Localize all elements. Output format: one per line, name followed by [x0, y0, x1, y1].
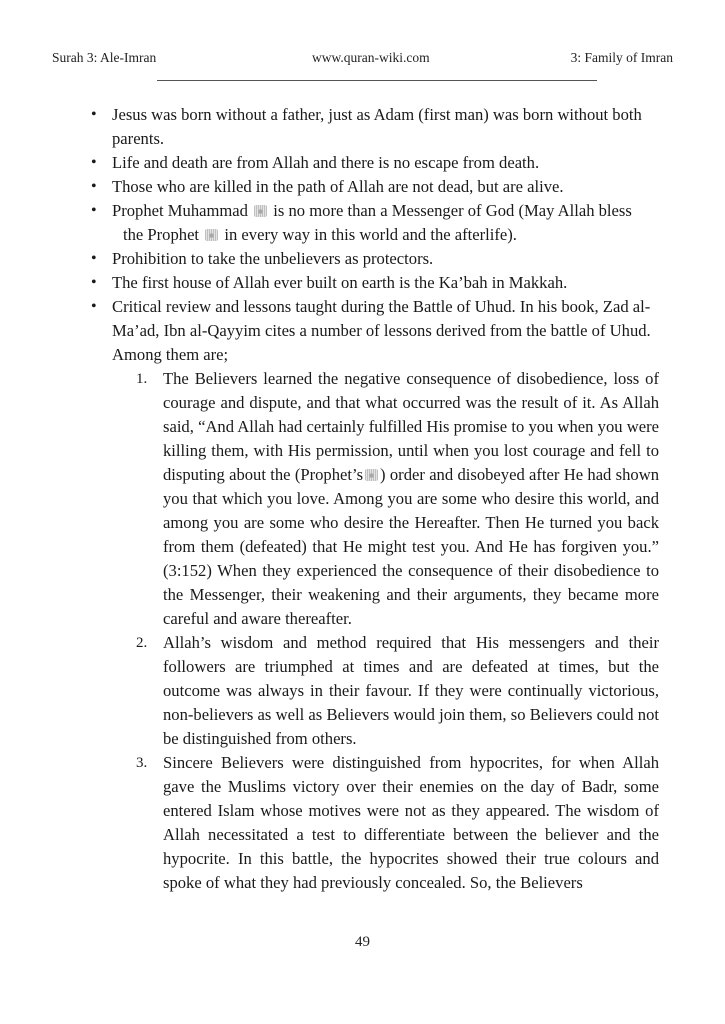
- salawat-ligature-icon: [254, 205, 267, 217]
- page-number: 49: [355, 934, 370, 950]
- bullet-text: The first house of Allah ever built on earth is the Ka’bah in Makkah.: [112, 273, 568, 292]
- bullet-dot: •: [91, 106, 97, 123]
- bullet-item: [0, 271, 660, 295]
- bullet-text-part: is no more than a Messenger of God (May Allah bless: [273, 201, 632, 220]
- header-divider: [157, 80, 597, 81]
- bullet-text: Jesus was born without a father, just as Adam (first man) was born without both parents.: [112, 105, 642, 148]
- bullet-text: Prohibition to take the unbelievers as protectors.: [112, 249, 434, 268]
- lesson-text-part: ) order and disobeyed after He had shown you that which you love. Among you are some who desire this world, and among you are some who desire the Hereafter. Then He turned you back from them (defeated) that He might test you. And He has forgiven you.” (3:152) When they experienced the consequence of their disobedience to the Messenger, their weakening and their arguments, they became more careful and aware thereafter.: [163, 465, 659, 628]
- bullet-continuation: [112, 223, 660, 247]
- bullet-item: [0, 103, 660, 151]
- header-website: www.quran-wiki.com: [312, 50, 430, 65]
- bullet-dot: •: [91, 202, 97, 219]
- lesson-item: [0, 367, 659, 631]
- bullet-dot: •: [91, 250, 97, 267]
- bullet-text-part: the Prophet: [123, 225, 200, 244]
- bullet-dot: •: [91, 298, 97, 315]
- header-surah-title: Surah 3: Ale-Imran: [52, 50, 157, 65]
- lessons-list: [0, 367, 725, 895]
- bullet-item: [0, 295, 660, 367]
- lesson-number: 3.: [136, 755, 148, 771]
- bullet-text: Critical review and lessons taught during the Battle of Uhud. In his book, Zad al-Ma’ad, Ibn al-Qayyim cites a number of lessons derived from the battle of Uhud. Among them are;: [112, 297, 651, 364]
- bullet-dot: •: [91, 274, 97, 291]
- salawat-ligature-icon: [205, 229, 218, 241]
- bullet-dot: •: [91, 154, 97, 171]
- lesson-number: 2.: [136, 635, 148, 651]
- page-header: [0, 50, 725, 70]
- bullet-item: [0, 151, 660, 175]
- lesson-item: [0, 751, 659, 895]
- bullet-item: [0, 199, 660, 247]
- lesson-text: Allah’s wisdom and method required that His messengers and their followers are triumphed at times and are defeated at times, but the outcome was always in their favour. If they were continually victorious, non-believers as well as Believers would join them, so Believers could not be distinguished from others.: [163, 633, 659, 748]
- bullet-list: [0, 103, 725, 367]
- bullet-dot: •: [91, 178, 97, 195]
- lesson-item: [0, 631, 659, 751]
- bullet-text: Life and death are from Allah and there is no escape from death.: [112, 153, 540, 172]
- bullet-item: [0, 247, 660, 271]
- header-chapter-title: 3: Family of Imran: [570, 50, 673, 65]
- bullet-text-part: in every way in this world and the afterlife).: [224, 225, 517, 244]
- bullet-text-part: Prophet Muhammad: [112, 201, 248, 220]
- lesson-text-part: The Believers learned the negative consequence of disobedience, loss of courage and dispute, and that what occurred was the result of it. As Allah said, “And Allah had certainly fulfilled His promise to you when you were killing them, with His permission, until when you lost courage and fell to disputing about the (Prophet’s: [163, 369, 659, 484]
- lesson-number: 1.: [136, 371, 148, 387]
- bullet-text: Those who are killed in the path of Allah are not dead, but are alive.: [112, 177, 564, 196]
- lesson-text: Sincere Believers were distinguished from hypocrites, for when Allah gave the Muslims victory over their enemies on the day of Badr, some entered Islam whose motives were not as they appeared. The wisdom of Allah necessitated a test to differentiate between the believer and the hypocrite. In this battle, the hypocrites showed their true colours and spoke of what they had previously concealed. So, the Believers: [163, 753, 659, 892]
- salawat-ligature-icon: [365, 469, 378, 481]
- page-body: [0, 103, 725, 895]
- bullet-item: [0, 175, 660, 199]
